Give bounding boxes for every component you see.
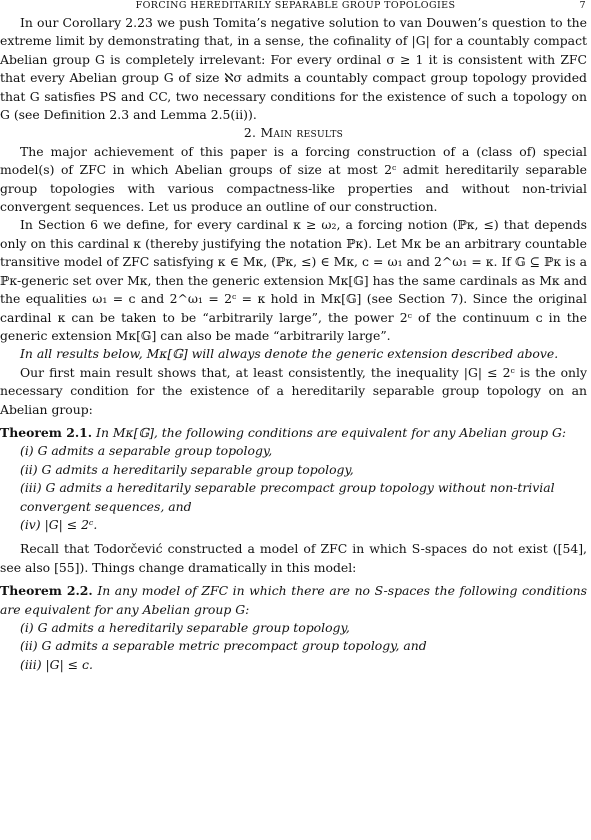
paragraph-todorcevic: Recall that Todorčević constructed a model of ZFC in which S-spaces do not exist ([54], see also [55]). Things change dramatically in this model: [0, 541, 587, 575]
running-title: FORCING HEREDITARILY SEPARABLE GROUP TOPOLOGIES [135, 0, 456, 11]
theorem-2-1 [0, 424, 587, 534]
page-body [0, 14, 587, 674]
theorem-2-1-item: (iv) |G| ≤ 2ᶜ. [20, 516, 98, 532]
theorem-2-2 [0, 582, 587, 674]
theorem-2-1-label: Theorem 2.1. [0, 424, 93, 440]
paragraph-overview: The major achievement of this paper is a forcing construction of a (class of) special model(s) of ZFC in which Abelian groups of size at most 2ᶜ admit hereditarily separable group topologies with various compactness-like properties and without non-trivial convergent sequences. Let us produce an outline of our construction. [0, 143, 587, 215]
page-number: 7 [579, 0, 586, 11]
paragraph-first-result: Our first main result shows that, at least consistently, the inequality |G| ≤ 2ᶜ is the only necessary condition for the existence of a hereditarily separable group topology on an Abelian group: [0, 364, 587, 417]
theorem-2-2-item: (i) G admits a hereditarily separable group topology, [20, 620, 350, 635]
theorem-2-2-item: (ii) G admits a separable metric precompact group topology, and [20, 638, 427, 654]
theorem-2-1-item: (i) G admits a separable group topology, [20, 443, 273, 459]
theorem-2-1-item: (ii) G admits a hereditarily separable group topology, [20, 461, 354, 477]
section-heading: 2. Main results [243, 125, 344, 141]
paragraph-forcing: In Section 6 we define, for every cardinal κ ≥ ω₂, a forcing notion (ℙκ, ≤) that depends only on this cardinal κ (thereby justifying the notation ℙκ). Let Mκ be an arbitrary countable transitive model of ZFC satisfying κ ∈ Mκ, (ℙκ, ≤) ∈ Mκ, ᴄ = ω₁ and 2^ω₁ = κ. If 𝔾 ⊆ ℙκ is a ℙκ-generic set over Mκ, then the generic extension Mκ[𝔾] has the same cardinals as Mκ and the equalities ω₁ = ᴄ and 2^ω₁ = 2ᶜ = κ hold in Mκ[𝔾] (see Section 7). Since the original cardinal κ can be taken to be “arbitrarily large”, the power 2ᶜ of the continuum ᴄ in the generic extension Mκ[𝔾] can also be made “arbitrarily large”. [0, 217, 587, 343]
theorem-2-2-statement: In any model of ZFC in which there are no S-spaces the following conditions are equivalent for any Abelian group G: [0, 583, 587, 617]
theorem-2-1-statement: In Mκ[𝔾], the following conditions are equivalent for any Abelian group G: [96, 424, 567, 440]
theorem-2-2-item: (iii) |G| ≤ ᴄ. [20, 656, 93, 672]
theorem-2-1-item: (iii) G admits a hereditarily separable precompact group topology without non-trivial convergent sequences, and [20, 480, 555, 514]
theorem-2-2-label: Theorem 2.2. [0, 583, 93, 599]
intro-paragraph: In our Corollary 2.23 we push Tomita’s negative solution to van Douwen’s question to the extreme limit by demonstrating that, in a sense, the cofinality of |G| for a countably compact Abelian group G is completely irrelevant: For every ordinal σ ≥ 1 it is consistent with ZFC that every Abelian group G of size ℵσ admits a countably compact group topology provided that G satisfies PS and CC, two necessary conditions for the existence of such a topology on G (see Definition 2.3 and Lemma 2.5(ii)). [0, 15, 587, 123]
paragraph-convention: In all results below, Mκ[𝔾] will always denote the generic extension described above. [20, 346, 559, 362]
running-header [0, 0, 591, 14]
